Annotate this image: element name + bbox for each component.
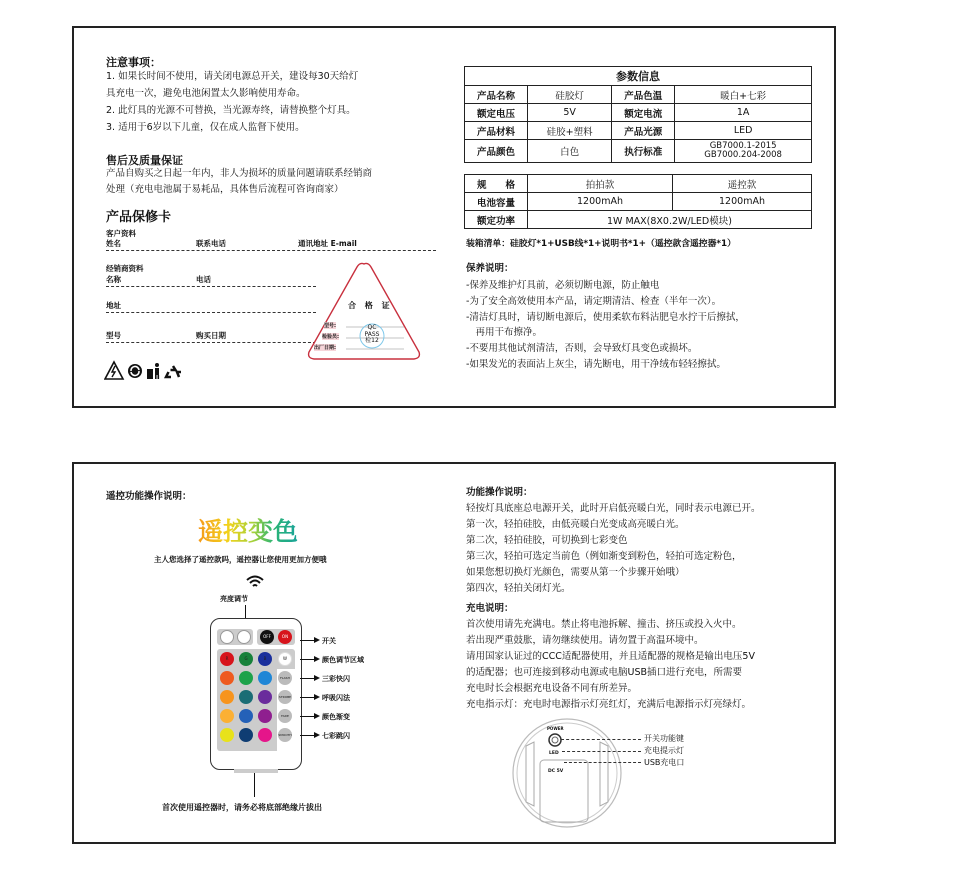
green-button[interactable]: G (239, 652, 253, 666)
arrow-head-icon (314, 675, 320, 681)
off-button[interactable]: OFF (260, 630, 274, 644)
recycle-icon (166, 366, 181, 377)
operation-line: 第二次，轻拍硅胶，可切换到七彩变色 (466, 535, 628, 546)
callout-arrow (300, 697, 314, 698)
address-label: 地址 (106, 301, 121, 310)
notice-line: 3. 适用于6岁以下儿童，仅在成人监督下使用。 (106, 122, 305, 133)
warranty-info-panel (72, 26, 836, 408)
callout-charge-indicator: 充电提示灯 (644, 746, 684, 755)
stamp-inspector-no: 检12 (365, 337, 379, 344)
callout-arrow (300, 640, 314, 641)
arrow-head-icon (314, 637, 320, 643)
notice-line: 具充电一次，避免电池闲置太久影响使用寿命。 (106, 88, 306, 99)
strobe-button[interactable]: STROBE (278, 690, 292, 704)
packing-list: 装箱清单：硅胶灯*1+USB线*1+说明书*1+（遥控款含遥控器*1） (466, 239, 736, 249)
spec-value: 暖白+七彩 (675, 86, 812, 104)
charging-line: 请用国家认证过的CCC适配器使用，并且适配器的规格是输出电压5V (466, 651, 755, 662)
model-label: 型号 (106, 331, 121, 340)
table-row (465, 175, 812, 193)
spec-key: 额定电压 (465, 104, 528, 122)
phone-field-label: 联系电话 (196, 239, 226, 248)
spec-key: 执行标准 (612, 140, 675, 163)
callout-power-key: 开关功能键 (644, 734, 684, 743)
standard-1: GB7000.1-2015 (709, 141, 777, 151)
smooth-button[interactable]: SMOOTH (278, 728, 292, 742)
address-email-field-label: 通讯地址 E-mail (298, 239, 357, 248)
color-button[interactable] (258, 690, 272, 704)
table-row (465, 211, 812, 229)
red-button[interactable]: R (220, 652, 234, 666)
on-button[interactable]: ON (278, 630, 292, 644)
callout-line (561, 739, 641, 740)
callout-line (564, 762, 641, 763)
remote-subtitle: 主人您选择了遥控款吗，遥控器让您使用更加方便哦 (154, 555, 327, 564)
table-row (465, 104, 812, 122)
stamp-pass: PASS (364, 330, 380, 338)
callout-smooth: 七彩跳闪 (322, 732, 350, 740)
remote-footer-note: 首次使用遥控器时，请务必将底部绝缘片拔出 (162, 803, 322, 812)
color-button[interactable] (220, 728, 234, 742)
led-label: LED (549, 751, 559, 756)
fade-button[interactable]: FADE (278, 709, 292, 723)
warranty-card-title: 产品保修卡 (106, 210, 172, 225)
no-litter-icon (147, 363, 159, 379)
arrow-head-icon (314, 732, 320, 738)
dealer-info-line[interactable] (106, 274, 316, 287)
remote-headline: 遥控变色 (198, 512, 298, 548)
callout-arrow (300, 735, 314, 736)
maintenance-title: 保养说明： (466, 263, 514, 274)
spec-value: 白色 (528, 140, 612, 163)
table-row (465, 122, 812, 140)
qc-certificate-title: 合 格 证 (348, 301, 393, 310)
maintenance-line: -不要用其他试剂清洁，否则，会导致灯具变色或损坏。 (466, 343, 698, 354)
spec-value: 硅胶+塑料 (528, 122, 612, 140)
maintenance-line: -如果发光的表面沾上灰尘，请先断电，用干净绒布轻轻擦拭。 (466, 359, 726, 370)
spec-key: 产品名称 (465, 86, 528, 104)
purchase-date-label: 购买日期 (196, 331, 226, 340)
callout-fade: 颜色渐变 (322, 713, 350, 721)
color-button[interactable] (239, 690, 253, 704)
after-sales-line: 产品自购买之日起一年内，非人为损坏的质量问题请联系经销商 (106, 168, 373, 179)
color-button[interactable] (239, 728, 253, 742)
callout-flash: 三彩快闪 (322, 675, 350, 683)
operation-instructions-panel (72, 462, 836, 844)
qc-date-label: 出厂日期: (314, 345, 336, 351)
dealer-name-label: 名称 (106, 275, 121, 284)
spec-value: LED (675, 122, 812, 140)
table-row (465, 86, 812, 104)
address-line[interactable] (106, 300, 316, 313)
name-field-label: 姓名 (106, 239, 121, 248)
standard-2: GB7000.204-2008 (704, 150, 782, 160)
spec-value: 遥控款 (673, 175, 812, 193)
qc-inspector-label: 检验员: (322, 334, 339, 340)
operation-title: 功能操作说明： (466, 487, 533, 498)
brightness-up-button[interactable] (220, 630, 234, 644)
operation-line: 第三次，轻拍可选定当前色（例如渐变到粉色，轻拍可选定粉色， (466, 551, 742, 562)
customer-section-label: 客户资料 (106, 229, 136, 238)
spec-value: 硅胶灯 (528, 86, 612, 104)
charging-line: 充电时长会根据充电设备不同有所差异。 (466, 683, 638, 694)
operation-line: 轻按灯具底座总电源开关，此时开启低亮暖白光，同时表示电源已开。 (466, 503, 761, 514)
notice-title: 注意事项： (106, 56, 161, 69)
callout-arrow (300, 678, 314, 679)
arrow-head-icon (314, 656, 320, 662)
callout-strobe: 呼吸闪法 (322, 694, 350, 702)
callout-color-area: 颜色调节区域 (322, 656, 364, 664)
operation-line: 第四次，轻拍关闭灯光。 (466, 583, 571, 594)
charging-line: 充电指示灯：充电时电源指示灯亮红灯，充满后电源指示灯亮绿灯。 (466, 699, 752, 710)
spec-table-caption: 参数信息 (465, 67, 812, 86)
charging-line: 的适配器；也可连接到移动电源或电脑USB插口进行充电，所需要 (466, 667, 743, 678)
spec-table-variants (464, 174, 812, 229)
maintenance-line: -为了安全高效使用本产品，请定期清洁、检查（半年一次）。 (466, 296, 722, 307)
table-row (465, 140, 812, 163)
color-button[interactable] (220, 671, 234, 685)
notice-line: 2. 此灯具的光源不可替换，当光源寿终，请替换整个灯具。 (106, 105, 356, 116)
customer-info-line[interactable] (106, 238, 436, 251)
spec-key: 产品材料 (465, 122, 528, 140)
stamp-qc: QC (367, 324, 377, 331)
blue-button[interactable]: B (258, 652, 272, 666)
spec-value: 1A (675, 104, 812, 122)
charging-line: 首次使用请先充满电。禁止将电池拆解、撞击、挤压或投入火中。 (466, 619, 742, 630)
dealer-section-label: 经销商资料 (106, 264, 144, 273)
operation-line: 第一次，轻拍硅胶，由低亮暖白光变成高亮暖白光。 (466, 519, 685, 530)
spec-value: 1200mAh (528, 193, 673, 211)
flash-button[interactable]: FLASH (278, 671, 292, 685)
color-button[interactable] (220, 709, 234, 723)
spec-value: 拍拍款 (528, 175, 673, 193)
color-button[interactable] (258, 728, 272, 742)
color-button[interactable] (258, 709, 272, 723)
arrow-head-icon (314, 694, 320, 700)
spec-key: 规 格 (465, 175, 528, 193)
spec-key: 额定功率 (465, 211, 528, 229)
notice-line: 1. 如果长时间不使用，请关闭电源总开关，建设每30天给灯 (106, 71, 359, 82)
warning-high-voltage-icon (105, 362, 123, 379)
dc-label: DC 5V (548, 769, 564, 774)
green-dot-icon (128, 364, 142, 378)
spec-key: 产品色温 (612, 86, 675, 104)
lamp-base-diagram (510, 716, 624, 830)
arrow-head-icon (314, 713, 320, 719)
spec-key: 电池容量 (465, 193, 528, 211)
color-button[interactable] (239, 671, 253, 685)
callout-arrow (300, 659, 314, 660)
power-label: POWER (547, 726, 564, 731)
callout-usb-port: USB充电口 (644, 758, 685, 767)
maintenance-line: -清洁灯具时，请切断电源后，使用柔软布料沾肥皂水拧干后擦拭， (466, 312, 745, 323)
callout-line (562, 751, 641, 752)
charging-line: 若出现严重鼓胀，请勿继续使用。请勿置于高温环境中。 (466, 635, 704, 646)
color-button[interactable] (220, 690, 234, 704)
spec-key: 额定电流 (612, 104, 675, 122)
insulation-tab[interactable] (234, 769, 278, 773)
color-button[interactable] (258, 671, 272, 685)
compliance-symbols (104, 360, 199, 382)
spec-value: 1200mAh (673, 193, 812, 211)
qc-certificate (304, 258, 424, 366)
insulation-arrow (254, 773, 255, 797)
qc-model-label: 型号: (324, 323, 336, 329)
after-sales-title: 售后及质量保证 (106, 154, 183, 167)
remote-title: 遥控功能操作说明： (106, 491, 192, 502)
spec-key: 产品光源 (612, 122, 675, 140)
color-button[interactable] (239, 709, 253, 723)
wifi-signal-icon (246, 574, 264, 588)
charging-title: 充电说明： (466, 603, 514, 614)
spec-value (675, 140, 812, 163)
white-button[interactable]: W (278, 652, 292, 666)
operation-line: 如果您想切换灯光颜色，需要从第一个步骤开始哦） (466, 567, 685, 578)
spec-table (464, 66, 812, 163)
brightness-down-button[interactable] (237, 630, 251, 644)
callout-arrow (300, 716, 314, 717)
remote-control (210, 618, 302, 770)
dealer-phone-label: 电话 (196, 275, 211, 284)
table-row (465, 193, 812, 211)
brightness-arrow (245, 605, 246, 619)
maintenance-line: 再用干布擦净。 (466, 327, 543, 338)
spec-key: 产品颜色 (465, 140, 528, 163)
brightness-label: 亮度调节 (220, 595, 248, 603)
spec-value: 1W MAX(8X0.2W/LED模块) (528, 211, 812, 229)
maintenance-line: -保养及维护灯具前，必须切断电源，防止触电 (466, 280, 660, 291)
qc-pass-stamp (360, 325, 384, 345)
after-sales-line: 处理（充电电池属于易耗品，具体售后流程可咨询商家） (106, 184, 344, 195)
callout-power: 开关 (322, 637, 336, 645)
spec-value: 5V (528, 104, 612, 122)
model-date-line[interactable] (106, 330, 316, 343)
